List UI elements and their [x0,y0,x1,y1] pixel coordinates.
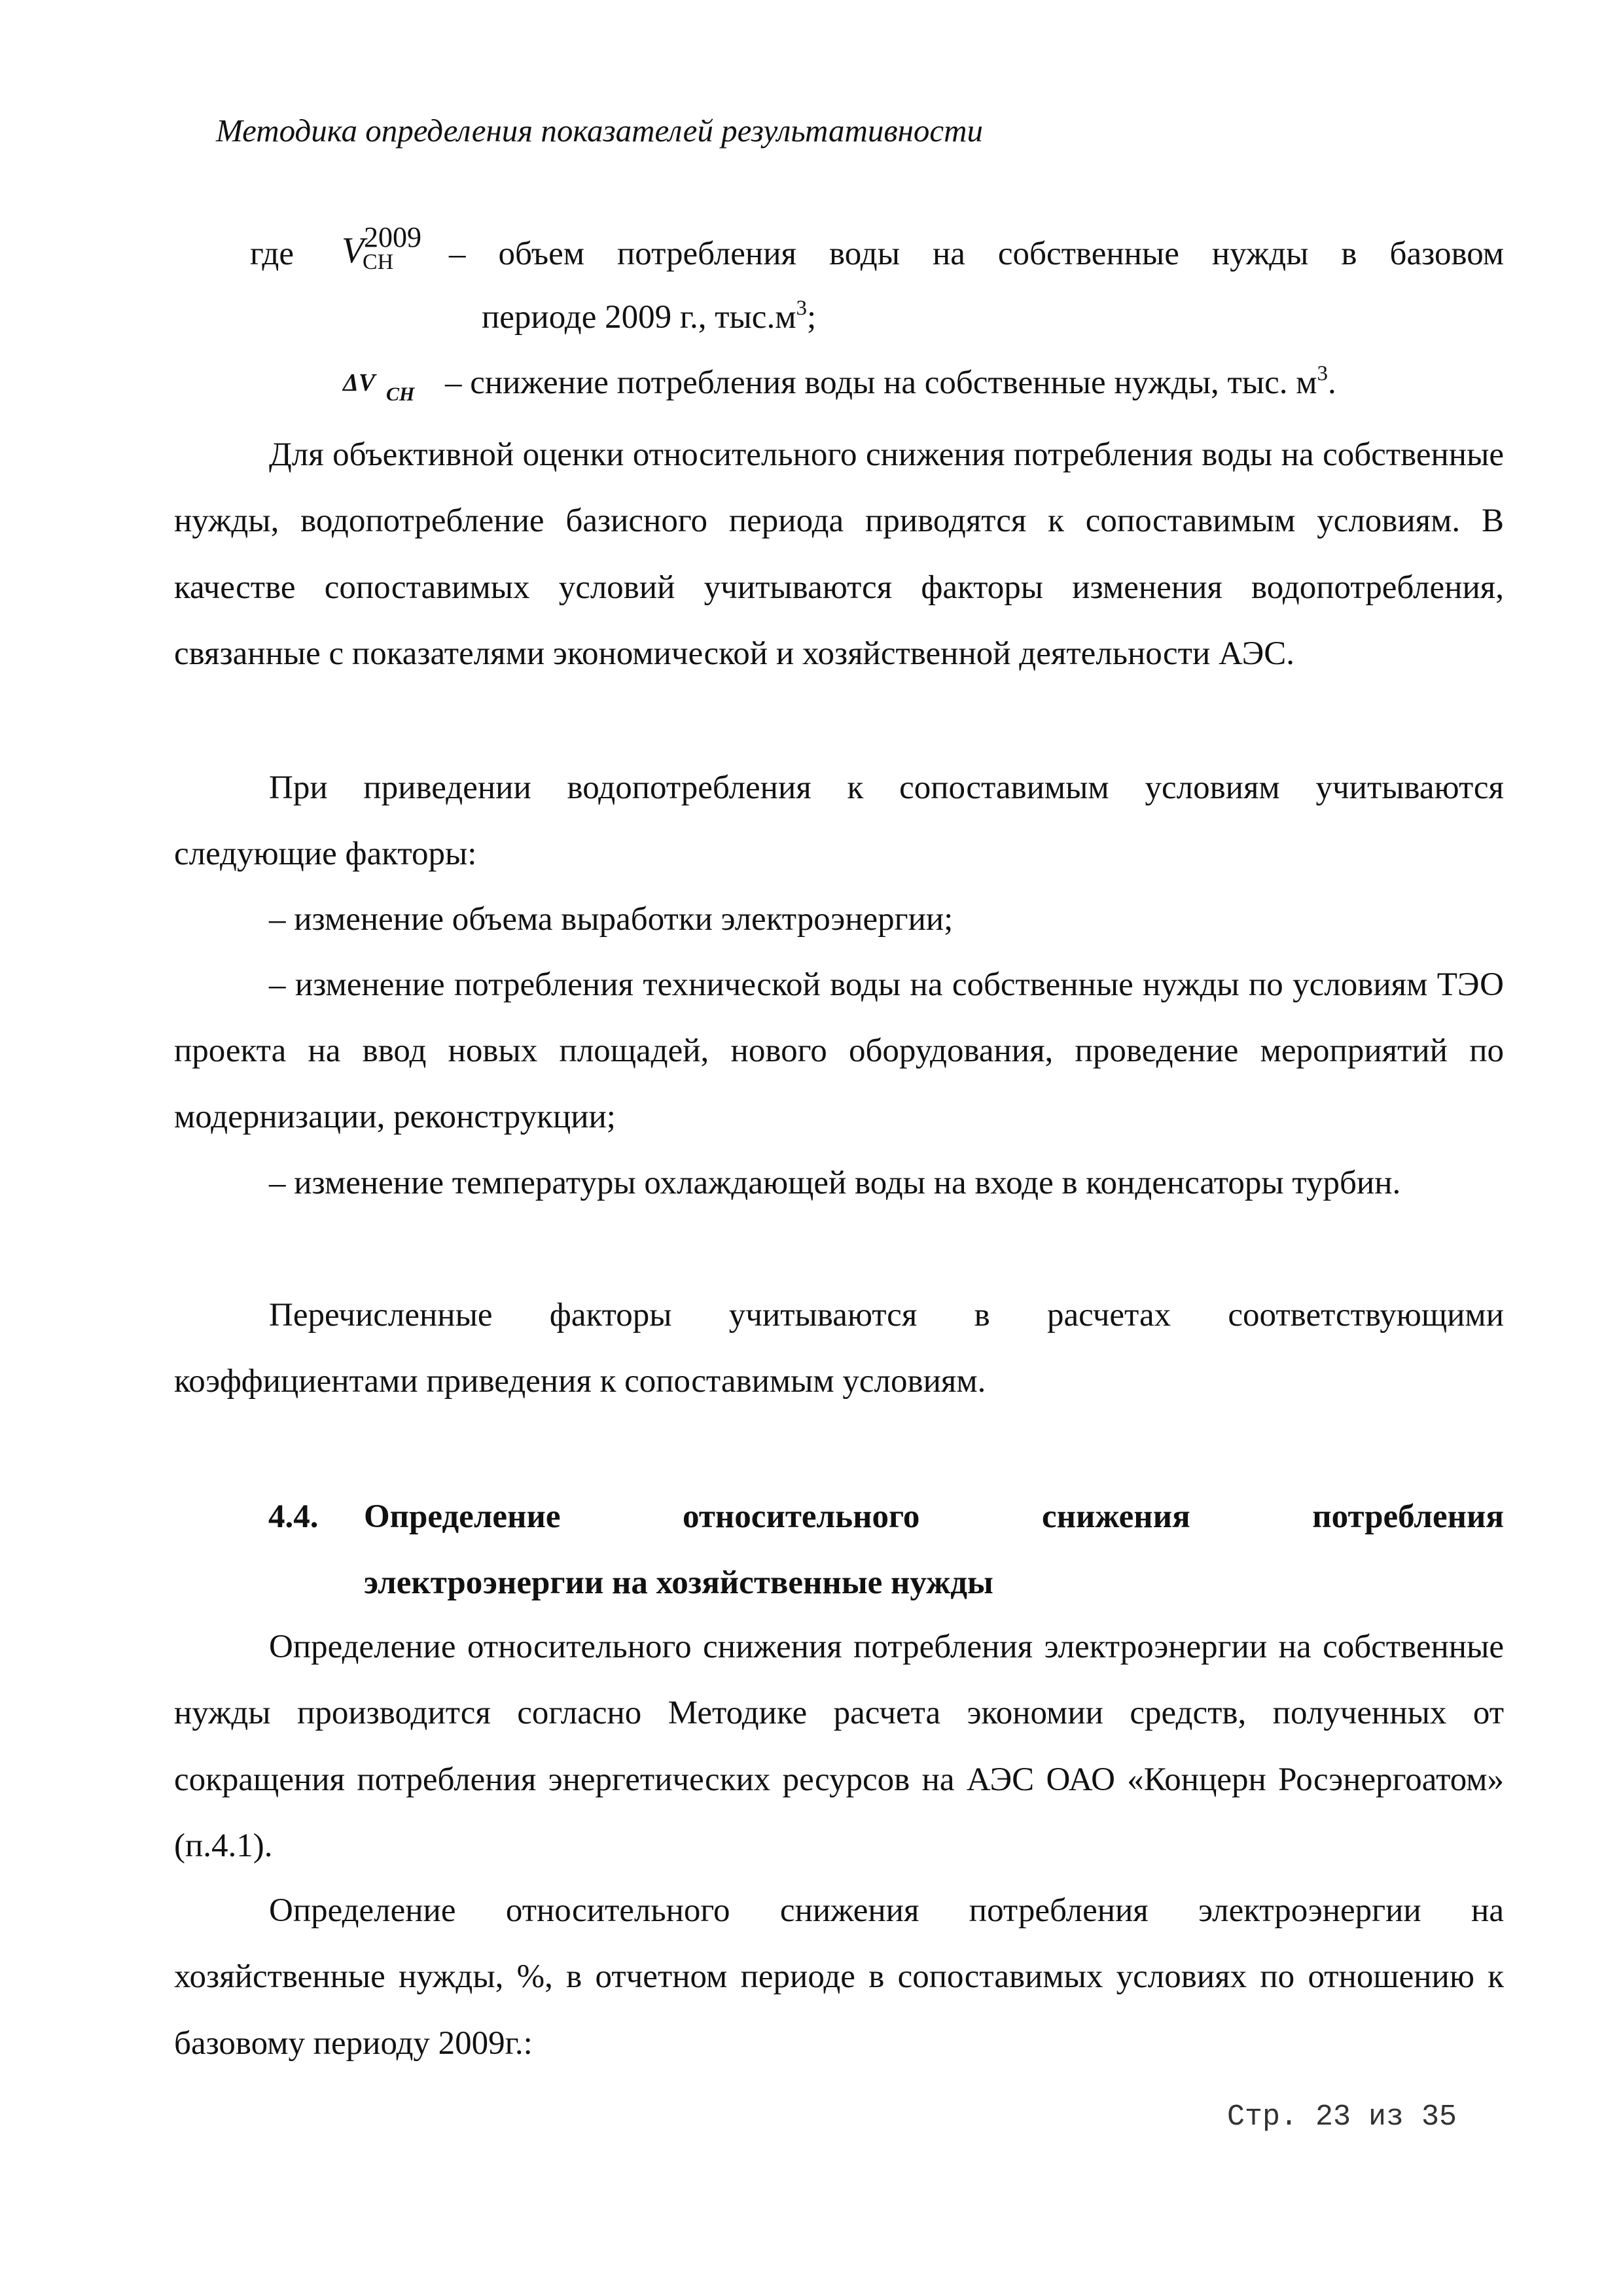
running-header: Методика определения показателей результативности [216,113,984,149]
section-title-line-2: электроэнергии на хозяйственные нужды [364,1564,993,1601]
factor-technical-water: – изменение потребления технической воды на собственные нужды по условиям ТЭО проекта на ввод новых площадей, нового оборудования, проведение мероприятий по модернизации, реконструкции; [174,966,1504,1135]
definition-1-line-2-text: периоде 2009 г., тыс.м [482,299,796,336]
paragraph-listed-factors: Перечисленные факторы учитываются в расчетах соответствующими коэффициентами приведения к сопоставимым условиям. [174,1297,1504,1400]
section-title-line-1 [364,1484,1504,1550]
definition-1-line-2 [482,296,816,339]
section-title-word: потребления [1312,1498,1504,1535]
factor-electricity-output: – изменение объема выработки электроэнергии; [269,901,954,938]
symbol-v-superscript: 2009 [364,221,421,253]
symbol-v-subscript: CH [363,250,394,274]
section-number: 4.4. [268,1498,319,1535]
section-title [364,1484,1504,1616]
section-title-word: относительного [683,1498,920,1535]
symbol-delta-main: ΔV [343,369,376,397]
paragraph-household-needs-electricity: Определение относительного снижения потребления электроэнергии на хозяйственные нужды, %, в отчетном периоде в сопоставимых условиях по отношению к базовому периоду 2009г.: [174,1892,1504,2062]
section-title-word: снижения [1041,1498,1190,1535]
page-number: Стр. 23 из 35 [1226,2100,1457,2134]
paragraph-own-needs-electricity: Определение относительного снижения потребления электроэнергии на собственные нужды производится согласно Методике расчета экономии средств, полученных от сокращения потребления энергетических ресурсов на АЭС ОАО «Концерн Росэнергоатом» (п.4.1). [174,1629,1504,1864]
paragraph-objective-evaluation: Для объективной оценки относительного снижения потребления воды на собственные нужды, водопотребление базисного периода приводятся к сопоставимым условиям. В качестве сопоставимых условий учитываются факторы изменения водопотребления, связанные с показателями экономической и хозяйственной деятельности АЭС. [174,436,1504,672]
definition-2-text [445,361,1336,404]
section-title-word: Определение [364,1498,561,1535]
symbol-v-ch-2009 [338,217,421,276]
symbol-delta-subscript: CH [386,383,415,405]
definition-2-text-main: – снижение потребления воды на собственные нужды, тыс. м [445,364,1317,401]
definition-1-line-1: – объем потребления воды на собственные нужды в базовом [449,236,1504,272]
definition-2-end: . [1327,364,1336,401]
definition-intro-word: где [250,236,294,272]
paragraph-factors-intro: При приведении водопотребления к сопоставимым условиям учитываются следующие факторы: [174,769,1504,873]
symbol-v-main: V [342,230,365,271]
definition-2-superscript: 3 [1317,362,1328,385]
definition-1-line-2-end: ; [806,299,817,336]
definition-1-line-2-superscript: 3 [796,296,807,320]
symbol-delta-v-ch [343,361,441,407]
factor-cooling-water-temperature: – изменение температуры охлаждающей воды на входе в конденсаторы турбин. [269,1165,1401,1201]
